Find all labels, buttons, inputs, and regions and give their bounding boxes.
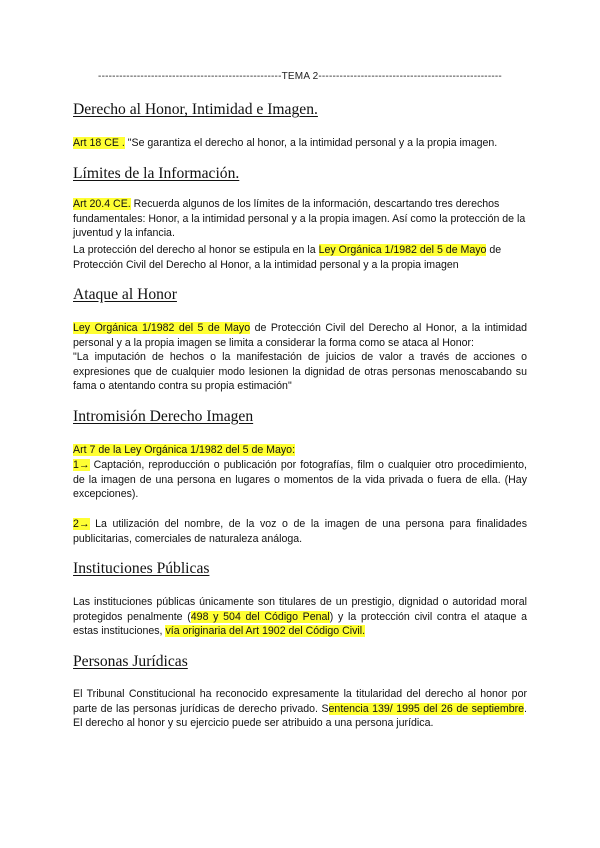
highlight-art18: Art 18 CE . bbox=[73, 137, 125, 149]
paragraph-proteccion-honor bbox=[73, 243, 527, 272]
paragraph-juridicas bbox=[73, 687, 527, 731]
paragraph-art7-title bbox=[73, 443, 527, 458]
proteccion-text-post: de Protección Civil del Derecho al Honor, a la intimidad personal y a la propia imagen bbox=[73, 244, 502, 271]
heading-intromision-imagen: Intromisión Derecho Imagen bbox=[73, 408, 254, 425]
paragraph-art18 bbox=[73, 136, 527, 151]
heading-personas-juridicas: Personas Jurídicas bbox=[73, 653, 188, 670]
ataque-quote: "La imputación de hechos o la manifestación de juicios de valor a través de acciones o expresiones que de cualquier modo lesionen la dignidad de otras personas menoscabando su fama o atentando contra su propia estimación" bbox=[73, 351, 527, 393]
highlight-ley-organica-ataque: Ley Orgánica 1/1982 del 5 de Mayo bbox=[73, 322, 251, 334]
paragraph-item-1 bbox=[73, 458, 527, 502]
paragraph-art20 bbox=[73, 197, 527, 241]
highlight-sentencia: entencia 139/ 1995 del 26 de septiembre bbox=[328, 702, 525, 715]
item1-marker: 1→ bbox=[73, 459, 90, 471]
ataque-text: de Protección Civil del Derecho al Honor, a la intimidad personal y a la propia imagen se limita a considerar la forma como se ataca al Honor: bbox=[73, 322, 527, 349]
juridicas-text-2: . El derecho al honor y su ejercicio puede ser atribuido a una persona jurídica. bbox=[73, 702, 527, 730]
highlight-art20: Art 20.4 CE. bbox=[73, 198, 131, 210]
art18-text: "Se garantiza el derecho al honor, a la intimidad personal y a la propia imagen. bbox=[124, 137, 498, 149]
item2-text: La utilización del nombre, de la voz o de la imagen de una persona para finalidades publicitarias, comerciales de naturaleza análoga. bbox=[73, 518, 527, 545]
highlight-art7: Art 7 de la Ley Orgánica 1/1982 del 5 de Mayo: bbox=[73, 444, 296, 456]
item1-text: Captación, reproducción o publicación por fotografías, film o cualquier otro procedimiento, de la imagen de una persona en lugares o momentos de la vida privada o fuera de ella. (Hay excepciones). bbox=[73, 459, 527, 501]
highlight-codigo-penal: 498 y 504 del Código Penal bbox=[190, 610, 330, 623]
item2-marker: 2→ bbox=[73, 518, 90, 530]
tema-separator: ----------------------------------------------------TEMA 2---------------------------------------------------- bbox=[98, 71, 502, 82]
highlight-codigo-civil: vía originaria del Art 1902 del Código Civil. bbox=[165, 625, 366, 638]
highlight-ley-organica: Ley Orgánica 1/1982 del 5 de Mayo bbox=[318, 244, 487, 256]
proteccion-text-pre: La protección del derecho al honor se estipula en la bbox=[73, 244, 319, 256]
heading-instituciones-publicas: Instituciones Públicas bbox=[73, 560, 210, 577]
paragraph-ataque bbox=[73, 321, 527, 394]
heading-derecho-honor: Derecho al Honor, Intimidad e Imagen. bbox=[73, 101, 318, 118]
instituciones-text-1: Las instituciones públicas únicamente son titulares de un prestigio, dignidad o autoridad moral protegidos penalmente ( bbox=[73, 596, 527, 623]
art20-text: Recuerda algunos de los límites de la información, descartando tres derechos fundamentales: Honor, a la intimidad personal y a la propia imagen. Así como la protección de la juventud y la infancia. bbox=[73, 198, 526, 240]
paragraph-instituciones bbox=[73, 595, 527, 639]
heading-limites-informacion: Límites de la Información. bbox=[73, 165, 240, 182]
paragraph-item-2 bbox=[73, 517, 527, 546]
instituciones-text-2: ) y la protección civil contra el ataque a estas instituciones, bbox=[73, 610, 527, 638]
juridicas-text-1: El Tribunal Constitucional ha reconocido expresamente la titularidad del derecho al honor por parte de las personas jurídicas de derecho privado. S bbox=[73, 688, 527, 715]
heading-ataque-honor: Ataque al Honor bbox=[73, 286, 177, 303]
